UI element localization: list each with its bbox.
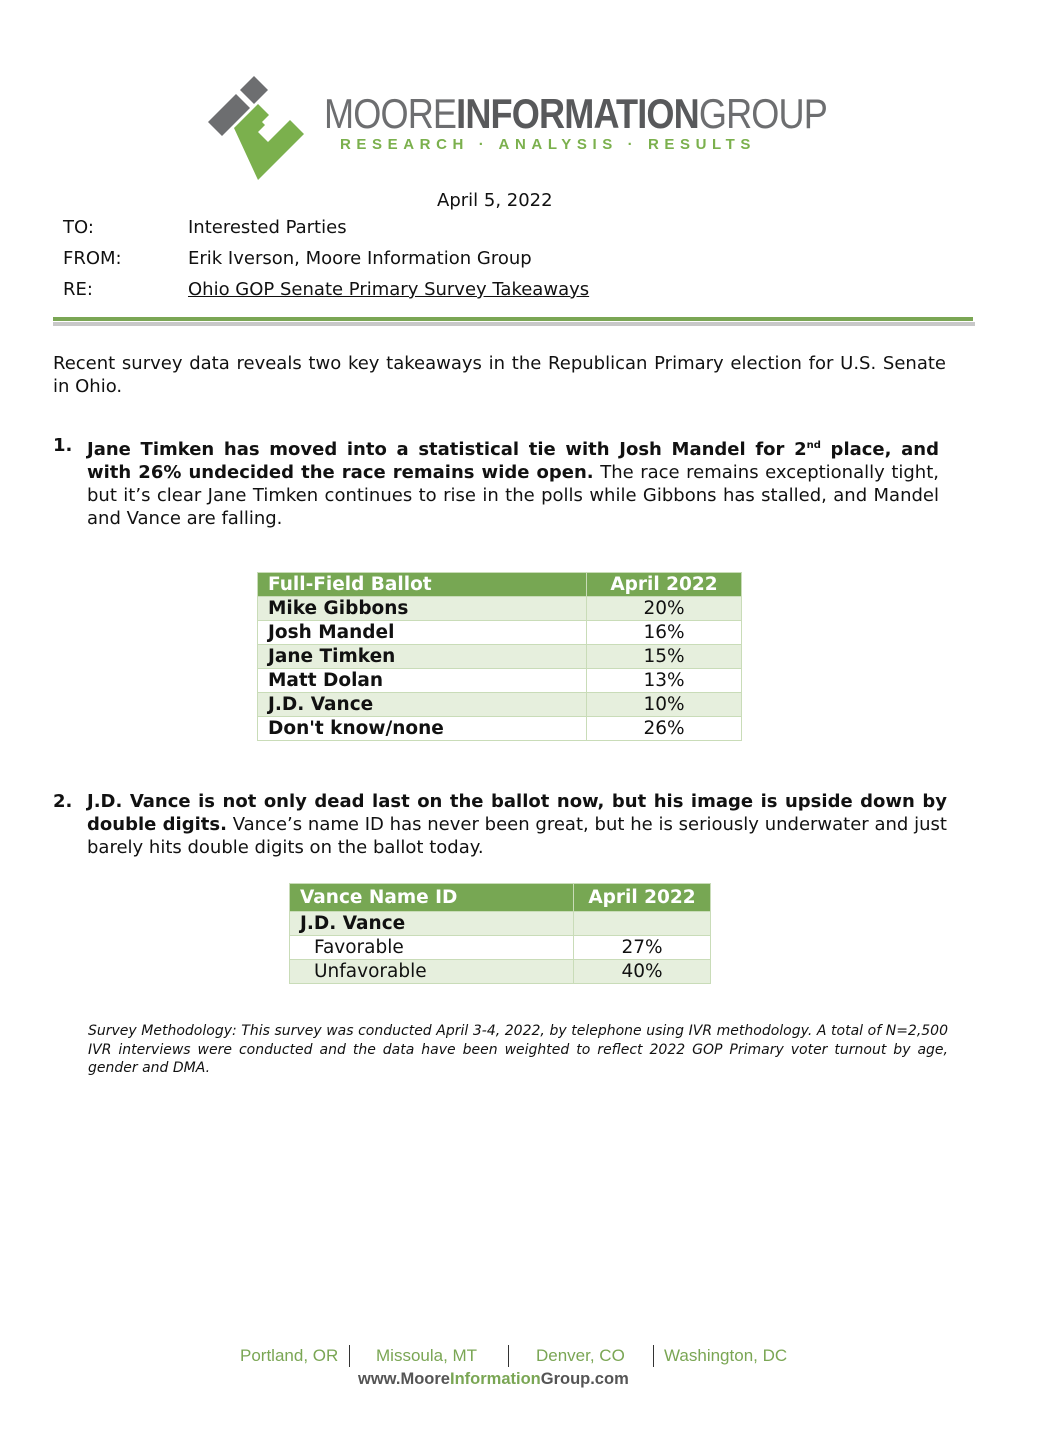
candidate-name: Josh Mandel [258, 621, 587, 645]
memo-date: April 5, 2022 [437, 190, 553, 211]
footer-office: Missoula, MT [376, 1346, 478, 1365]
rating-name: Favorable [290, 936, 574, 960]
candidate-value: 15% [587, 645, 742, 669]
footer-website: www.MooreInformationGroup.com [358, 1370, 629, 1388]
candidate-value: 26% [587, 717, 742, 741]
company-logo [206, 70, 827, 180]
re-value: Ohio GOP Senate Primary Survey Takeaways [188, 279, 590, 300]
rating-value: 40% [574, 960, 711, 984]
full-field-ballot-table [257, 572, 742, 741]
to-value: Interested Parties [188, 217, 347, 238]
table-header-label: Full-Field Ballot [258, 573, 587, 597]
intro-paragraph: Recent survey data reveals two key takeaways in the Republican Primary election for U.S. Senate in Ohio. [53, 353, 946, 397]
point1-bold-b: place, and with 26% undecided the race remains wide open. [87, 439, 939, 483]
candidate-name: Jane Timken [258, 645, 587, 669]
point1-text: The race remains exceptionally tight, but it’s clear Jane Timken continues to rise in the polls while Gibbons has stalled, and Mandel and Vance are falling. [87, 462, 939, 529]
footer-office: Denver, CO [536, 1346, 625, 1365]
rating-value: 27% [574, 936, 711, 960]
from-label: FROM: [63, 248, 122, 269]
rating-name: Unfavorable [290, 960, 574, 984]
candidate-value: 13% [587, 669, 742, 693]
point2-number: 2. [53, 791, 73, 812]
candidate-value: 20% [587, 597, 742, 621]
footer-separator [508, 1345, 509, 1367]
survey-methodology: Survey Methodology: This survey was conducted April 3-4, 2022, by telephone using IVR methodology. A total of N=2,500 IVR interviews were conducted and the data have been weighted to reflect 2022 GOP Primary voter turnout by age, gender and DMA. [88, 1023, 948, 1076]
table-header-row [290, 884, 711, 912]
table-row [258, 597, 742, 621]
candidate-name: J.D. Vance [258, 693, 587, 717]
table-header-value: April 2022 [587, 573, 742, 597]
candidate-value: 16% [587, 621, 742, 645]
table-header-row [258, 573, 742, 597]
header-divider-gray [53, 322, 975, 326]
candidate-value: 10% [587, 693, 742, 717]
re-label: RE: [63, 279, 93, 300]
footer-separator [653, 1345, 654, 1367]
point1-paragraph [87, 434, 939, 530]
point2-bold: J.D. Vance is not only dead last on the ballot now, but his image is upside down by double digits. [87, 791, 947, 835]
candidate-name: Matt Dolan [258, 669, 587, 693]
header-divider-green [53, 317, 973, 321]
table-header-label: Vance Name ID [290, 884, 574, 912]
logo-wordmark: MOOREINFORMATIONGROUP [324, 90, 827, 137]
table-row [258, 669, 742, 693]
table-row [258, 645, 742, 669]
logo-tagline: RESEARCH · ANALYSIS · RESULTS [340, 136, 757, 153]
table-row [258, 693, 742, 717]
candidate-name: Mike Gibbons [258, 597, 587, 621]
table-row [258, 621, 742, 645]
point1-bold-a: Jane Timken has moved into a statistical tie with Josh Mandel for 2 [87, 439, 807, 460]
point1-number: 1. [53, 435, 73, 456]
footer-office: Portland, OR [240, 1346, 339, 1365]
table-row [290, 960, 711, 984]
group-name: J.D. Vance [290, 912, 574, 936]
group-value-empty [574, 912, 711, 936]
table-row [290, 936, 711, 960]
logo-mark-icon [206, 70, 321, 180]
footer-separator [349, 1345, 350, 1367]
from-value: Erik Iverson, Moore Information Group [188, 248, 532, 269]
candidate-name: Don't know/none [258, 717, 587, 741]
to-label: TO: [63, 217, 94, 238]
point2-text: Vance’s name ID has never been great, but he is seriously underwater and just barely hits double digits on the ballot today. [87, 814, 947, 858]
footer-office: Washington, DC [664, 1346, 788, 1365]
table-row [258, 717, 742, 741]
table-header-value: April 2022 [574, 884, 711, 912]
table-group-row [290, 912, 711, 936]
point2-paragraph [87, 790, 947, 859]
point1-sup: nd [806, 440, 821, 451]
vance-name-id-table [289, 883, 711, 984]
